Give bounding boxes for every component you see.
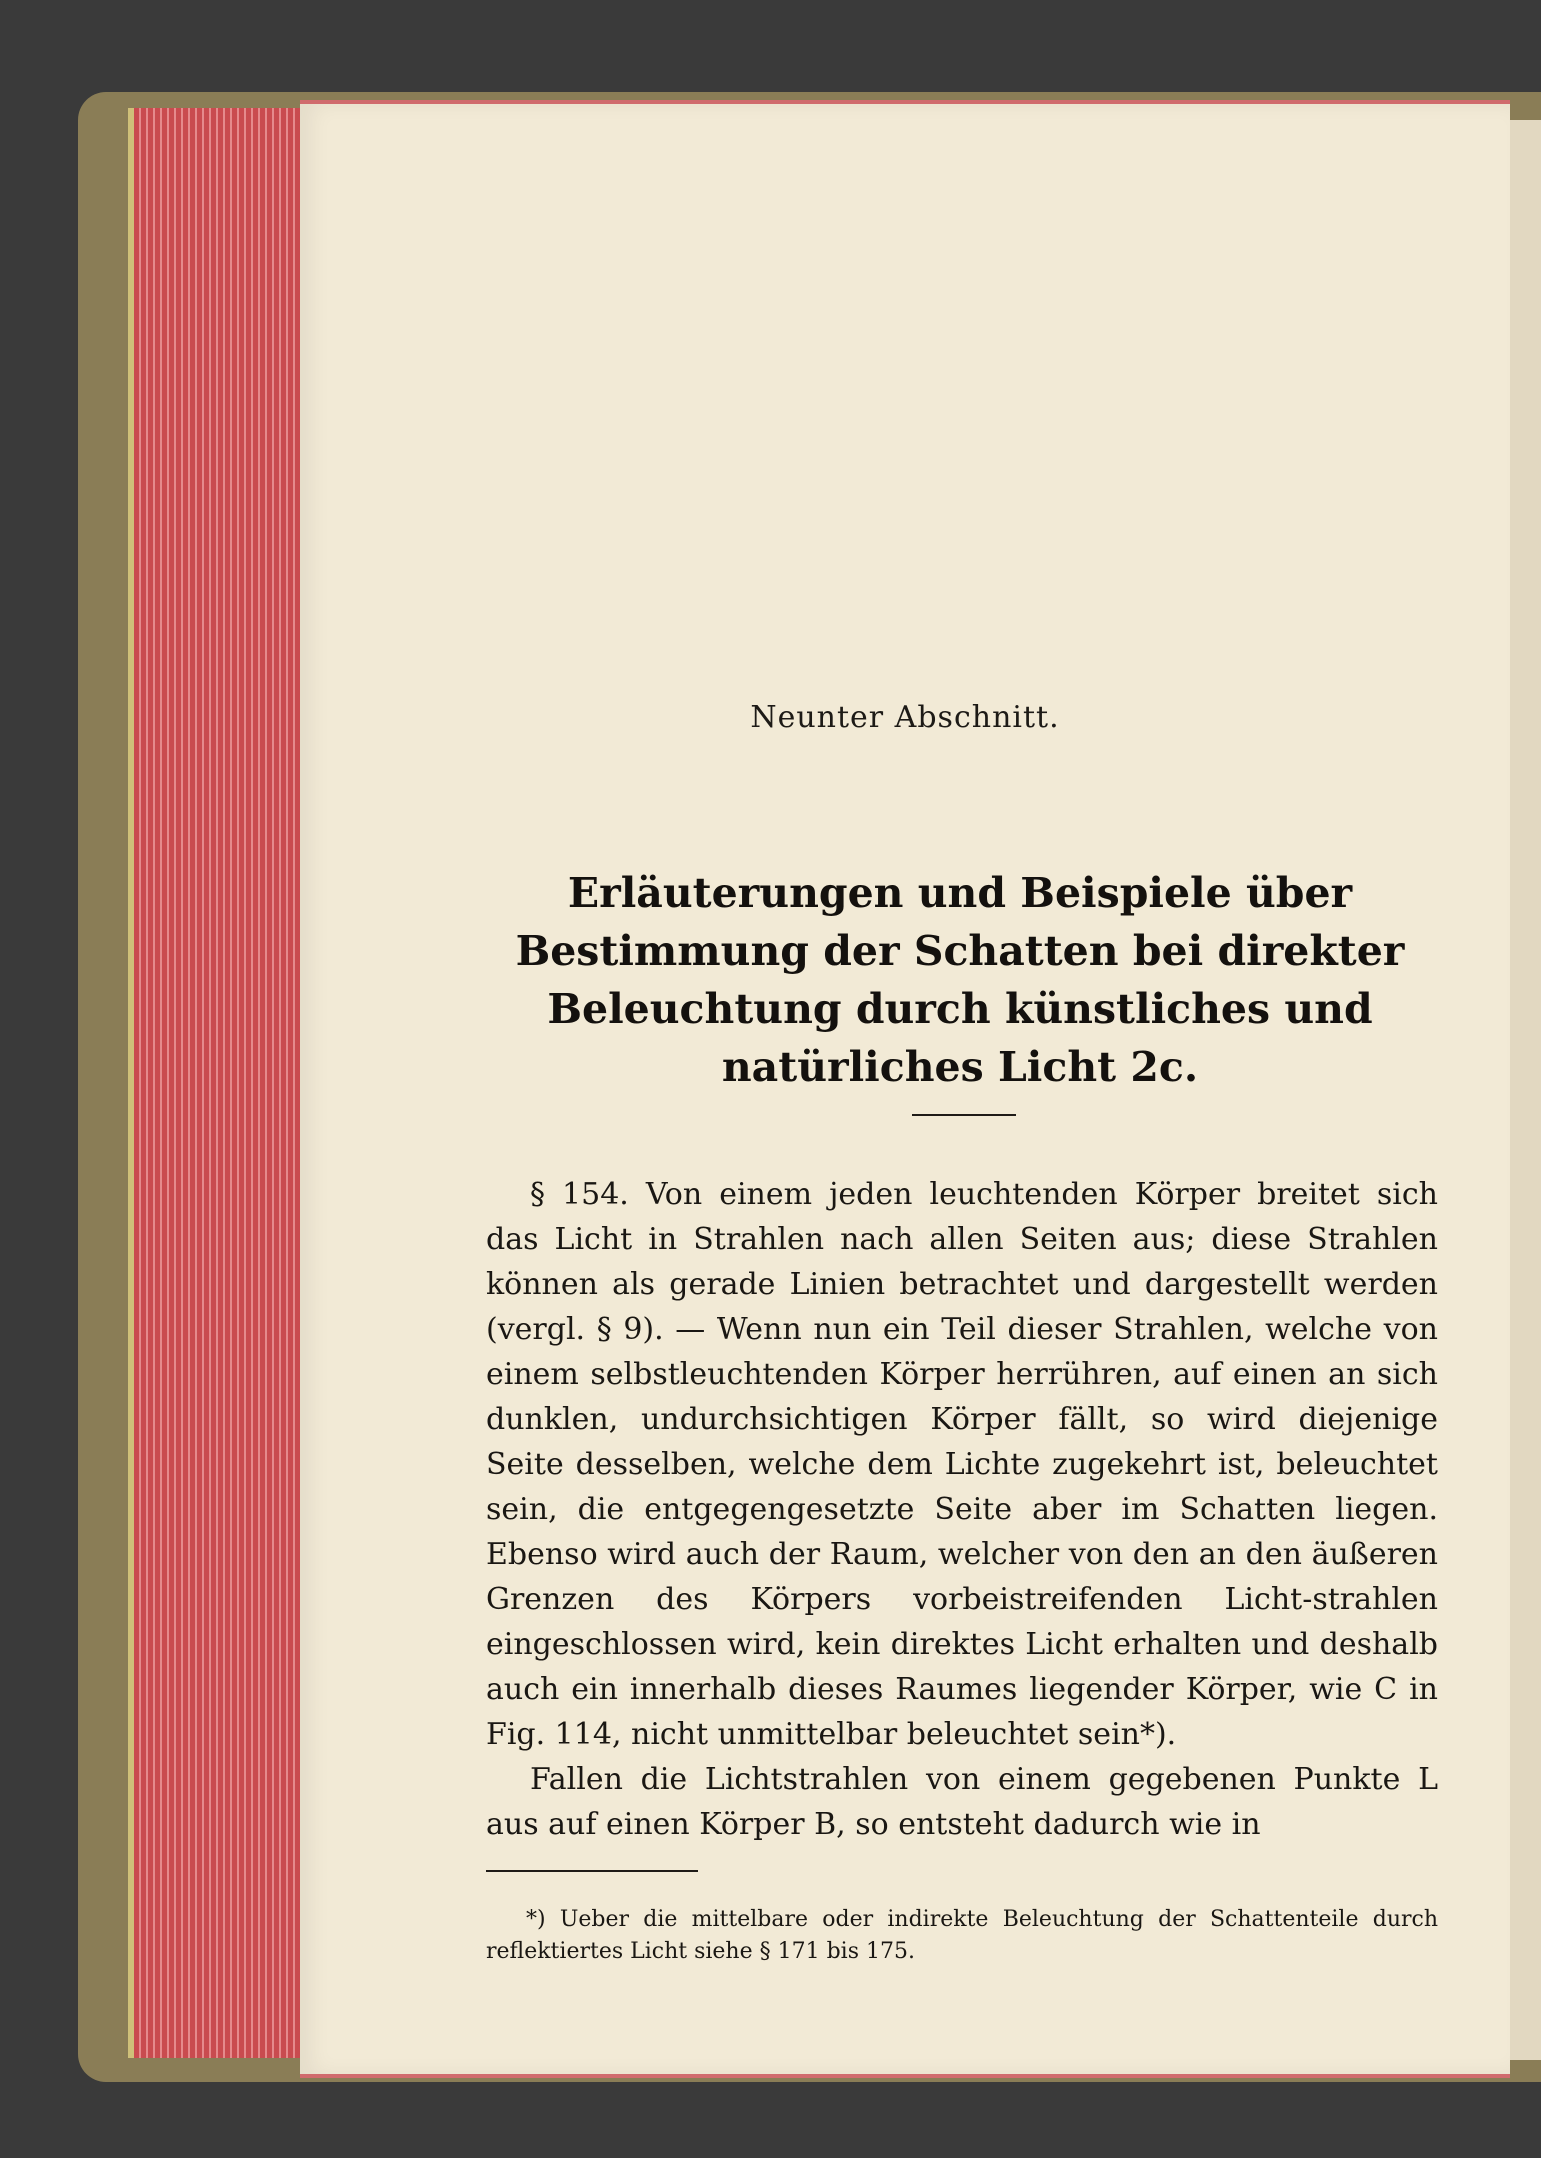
section-heading: Neunter Abschnitt.	[750, 700, 1060, 735]
page-edges	[128, 108, 314, 2058]
paragraph: Fallen die Lichtstrahlen von einem gegebenen Punkte L aus auf einen Körper B, so entsteht dadurch wie in	[486, 1762, 1438, 1842]
footnote: *) Ueber die mittelbare oder indirekte Beleuchtung der Schattenteile durch reflektiertes Licht siehe § 171 bis 175.	[486, 1907, 1438, 1964]
body-text	[486, 1172, 1438, 1847]
title-divider	[912, 1114, 1016, 1116]
book-page	[300, 100, 1510, 2078]
paragraph: § 154. Von einem jeden leuchtenden Körper breitet sich das Licht in Strahlen nach allen Seiten aus; diese Strahlen können als gerade Linien betrachtet und dargestellt werden (vergl. § 9). — Wenn nun ein Teil dieser Strahlen, welche von einem selbstleuchtenden Körper herrühren, auf einen an sich dunklen, undurchsichtigen Körper fällt, so wird diejenige Seite desselben, welche dem Lichte zugekehrt ist, beleuchtet sein, die entgegengesetzte Seite aber im Schatten liegen. Ebenso wird auch der Raum, welcher von den an den äußeren Grenzen des Körpers vorbeistreifenden Licht-strahlen eingeschlossen wird, kein direktes Licht erhalten und deshalb auch ein innerhalb dieses Raumes liegender Körper, wie C in Fig. 114, nicht unmittelbar beleuchtet sein*).	[486, 1177, 1438, 1752]
chapter-title: Erläuterungen und Beispiele über Bestimmung der Schatten bei direkter Beleuchtung durch künstliches und natürliches Licht 2c.	[515, 869, 1405, 1091]
footnote-divider	[486, 1870, 698, 1872]
